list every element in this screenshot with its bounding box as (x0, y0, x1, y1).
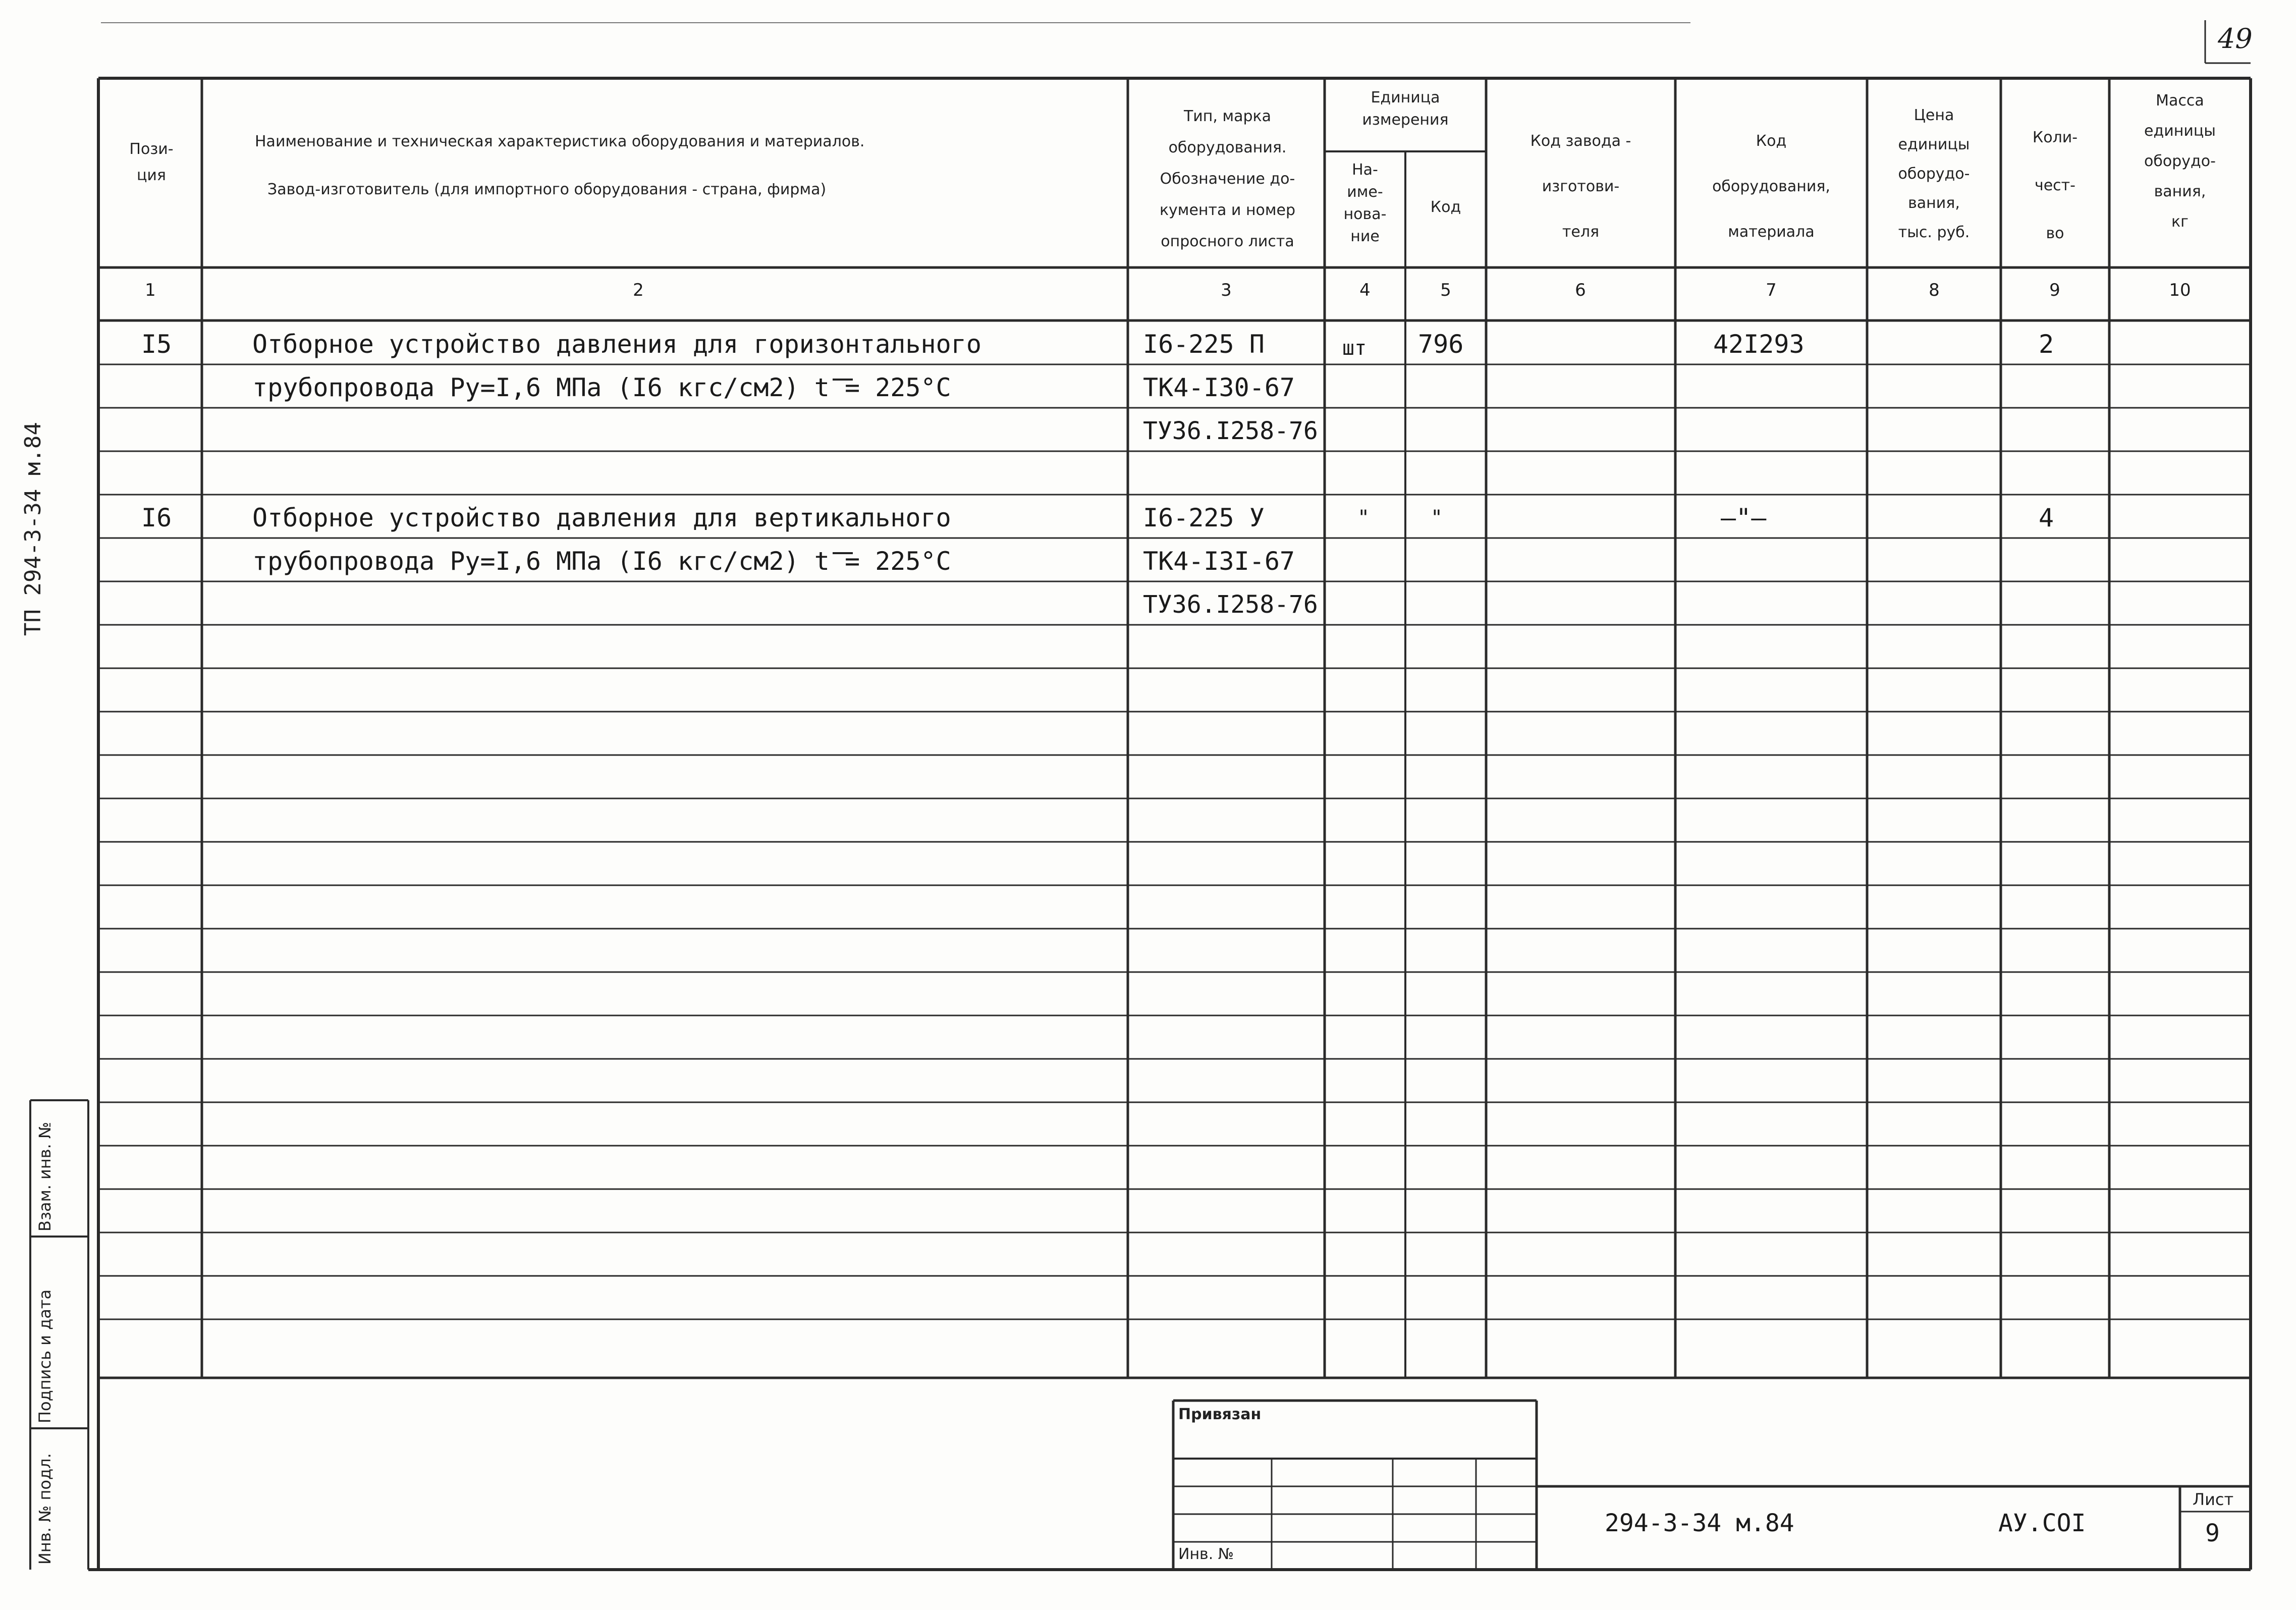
row-type: I6-225 У (1143, 503, 1265, 532)
header-name-line2: Завод-изготовитель (для импортного оборудования - страна, фирма) (267, 181, 827, 198)
row-position: I5 (141, 330, 172, 359)
stamp-sheet-number: 9 (2205, 1519, 2220, 1547)
colnum-2: 2 (633, 280, 644, 300)
side-doc-label: ТП 294-3-34 м.84 (20, 422, 46, 636)
row-name: Отборное устройство давления для горизонтального (252, 330, 981, 359)
colnum-6: 6 (1575, 280, 1586, 300)
row-type: ТУ36.I258-76 (1143, 591, 1318, 619)
stamp-doc-code: 294-3-34 м.84 (1605, 1509, 1794, 1537)
header-name-line1: Наименование и техническая характеристика оборудования и материалов. (255, 133, 865, 150)
header-unit-group: Единица измерения (1362, 89, 1449, 129)
row-type: ТК4-I30-67 (1143, 373, 1295, 402)
colnum-7: 7 (1766, 280, 1777, 300)
stamp-inv-no: Инв. № (1178, 1545, 1234, 1563)
header-position: Пози- ция (129, 140, 174, 184)
header-unit-name: На- име- нова- ние (1343, 161, 1387, 245)
colnum-8: 8 (1929, 280, 1940, 300)
colnum-1: 1 (145, 280, 156, 300)
stamp-privyazan: Привязан (1178, 1406, 1262, 1423)
row-unit-code: 796 (1418, 330, 1464, 359)
row-material-code: –"– (1721, 503, 1767, 532)
colnum-3: 3 (1221, 280, 1232, 300)
row-type: I6-225 П (1143, 330, 1265, 359)
row-unit: " (1357, 506, 1370, 529)
header-price: Цена единицы оборудо- вания, тыс. руб. (1898, 106, 1970, 241)
row-unit-code: " (1431, 506, 1443, 529)
side-vzam-label: Взам. инв. № (35, 1121, 54, 1231)
colnum-10: 10 (2169, 280, 2191, 300)
stamp-mark: АУ.COI (1998, 1509, 2086, 1537)
colnum-9: 9 (2049, 280, 2060, 300)
header-quantity: Коли- чест- во (2032, 129, 2078, 242)
header-unit-code: Код (1430, 198, 1461, 216)
header-mass: Масса единицы оборудо- вания, кг (2144, 92, 2216, 231)
row-type: ТУ36.I258-76 (1143, 417, 1318, 445)
row-type: ТК4-I3I-67 (1143, 547, 1295, 576)
row-name: Отборное устройство давления для вертикального (252, 503, 951, 532)
header-material-code: Код оборудования, материала (1712, 132, 1830, 241)
row-name: трубопровода Ру=I,6 МПа (I6 кгс/см2) t = 225°С (252, 373, 951, 402)
row-quantity: 2 (2039, 330, 2054, 359)
colnum-4: 4 (1359, 280, 1371, 300)
stamp-sheet-label: Лист (2193, 1490, 2234, 1509)
page-number: 49 (2218, 23, 2253, 55)
colnum-5: 5 (1440, 280, 1451, 300)
header-type: Тип, марка оборудования. Обозначение до- кумента и номер опросного листа (1159, 108, 1296, 250)
side-sign-label: Подпись и дата (35, 1289, 54, 1423)
row-material-code: 42I293 (1713, 330, 1805, 359)
row-position: I6 (141, 503, 172, 532)
row-name: трубопровода Ру=I,6 МПа (I6 кгс/см2) t = 225°С (252, 547, 951, 576)
row-unit: шт (1342, 337, 1367, 360)
row-quantity: 4 (2039, 503, 2054, 532)
side-inv-label: Инв. № подл. (35, 1453, 54, 1565)
header-factory-code: Код завода - изготови- теля (1530, 132, 1631, 241)
